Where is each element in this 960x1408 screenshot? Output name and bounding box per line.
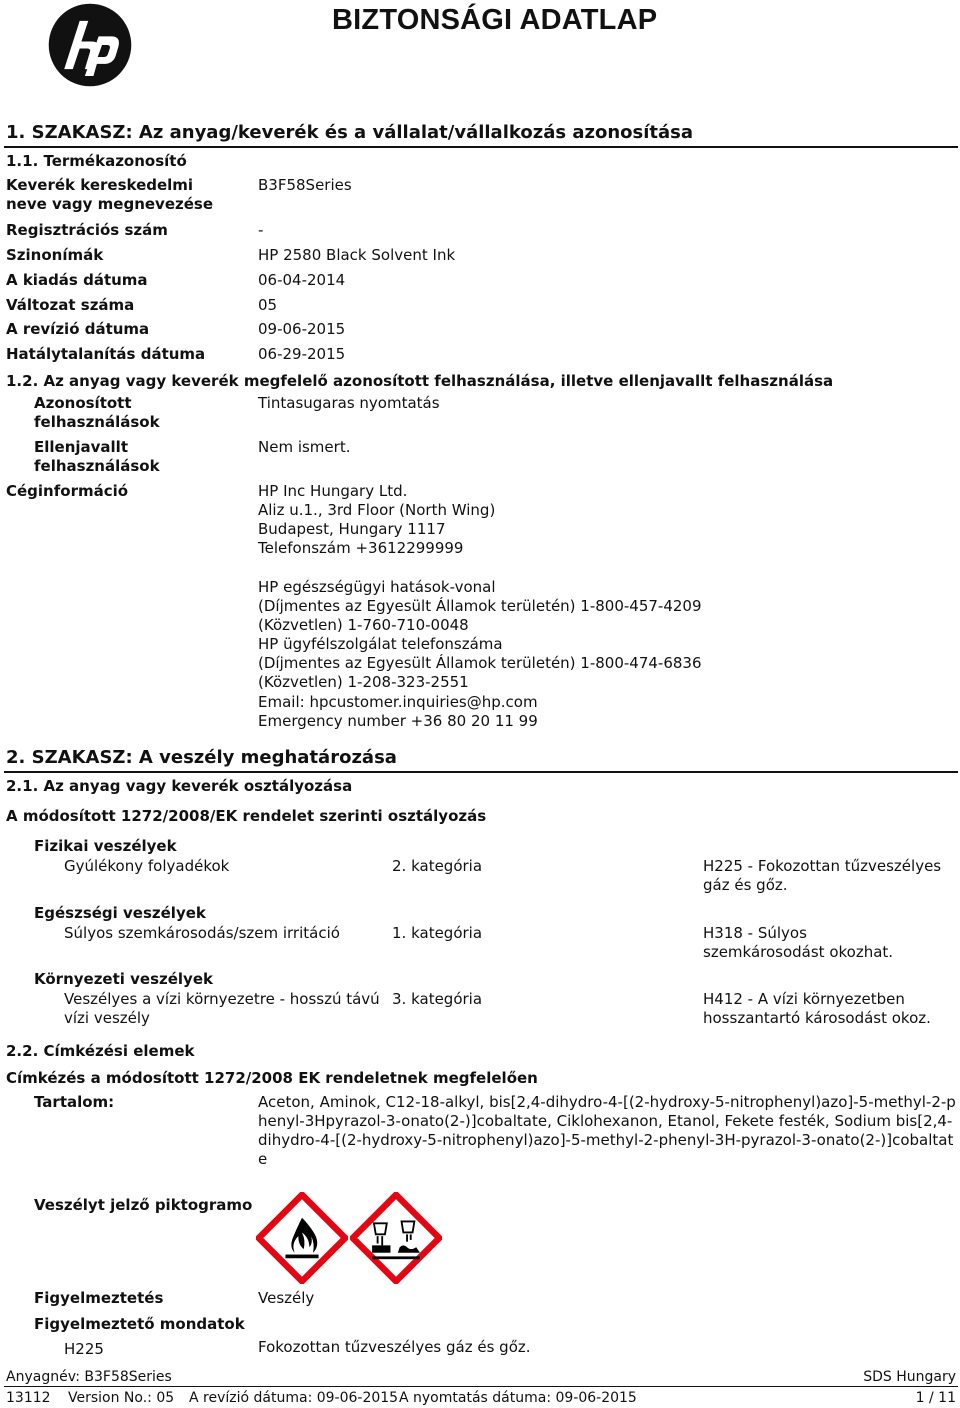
registration-value: - xyxy=(258,221,264,239)
contact-line: (Közvetlen) 1-760-710-0048 xyxy=(258,616,469,634)
footer-print-date: A nyomtatás dátuma: 09-06-2015 xyxy=(399,1390,637,1406)
regulation-title: A módosított 1272/2008/EK rendelet szerinti osztályozás xyxy=(6,807,487,825)
company-line: Telefonszám +3612299999 xyxy=(258,539,464,557)
trade-name-label-line1: Keverék kereskedelmi xyxy=(6,176,194,194)
hazard-statement: H412 - A vízi környezetben hosszantartó károsodást okoz. xyxy=(703,990,931,1027)
footer-rule xyxy=(4,1386,958,1387)
physical-hazards-title: Fizikai veszélyek xyxy=(34,837,177,855)
supersedes-date-label: Hatálytalanítás dátuma xyxy=(6,345,206,363)
hazard-name: Súlyos szemkárosodás/szem irritáció xyxy=(64,924,340,942)
contact-line: (Díjmentes az Egyesült Államok területén) 1-800-474-6836 xyxy=(258,654,702,672)
contact-line: (Közvetlen) 1-208-323-2551 xyxy=(258,673,469,691)
labelling-title: Címkézés a módosított 1272/2008 EK rendeletnek megfelelően xyxy=(6,1069,538,1087)
company-info-label: Céginformáció xyxy=(6,482,129,500)
identified-uses-value: Tintasugaras nyomtatás xyxy=(258,394,440,412)
contra-uses-label-line1: Ellenjavallt xyxy=(34,438,128,456)
contact-line: (Díjmentes az Egyesült Államok területén) 1-800-457-4209 xyxy=(258,597,702,615)
revision-date-value: 09-06-2015 xyxy=(258,320,346,338)
hp-logo-icon xyxy=(47,2,133,88)
company-line: HP Inc Hungary Ltd. xyxy=(258,482,408,500)
contents-label: Tartalom: xyxy=(34,1093,115,1111)
signal-word-value: Veszély xyxy=(258,1289,315,1307)
section1-1-title: 1.1. Termékazonosító xyxy=(6,152,187,170)
issue-date-label: A kiadás dátuma xyxy=(6,271,148,289)
document-title: BIZTONSÁGI ADATLAP xyxy=(332,4,658,36)
hazard-category: 3. kategória xyxy=(392,990,483,1008)
contents-value: Aceton, Aminok, C12-18-alkyl, bis[2,4-dihydro-4-[(2-hydroxy-5-nitrophenyl)azo]-5-methyl-2-phenyl-3Hpyrazol-3-onato(2-)]cobaltate, Ciklohexanon, Etanol, Fekete festék, Sodium bis[2,4-dihydro-4-[(2-hydroxy-5-nitrophenyl)azo]-5-methyl-2-phenyl-3H-pyrazol-3-onato(2-)]cobaltate xyxy=(258,1093,956,1168)
trade-name-value: B3F58Series xyxy=(258,176,352,194)
footer-revision: A revízió dátuma: 09-06-2015 xyxy=(189,1390,399,1406)
section2-2-title: 2.2. Címkézési elemek xyxy=(6,1042,195,1060)
company-line: Budapest, Hungary 1117 xyxy=(258,520,446,538)
section2-1-title: 2.1. Az anyag vagy keverék osztályozása xyxy=(6,777,353,795)
health-hazards-title: Egészségi veszélyek xyxy=(34,904,206,922)
synonyms-value: HP 2580 Black Solvent Ink xyxy=(258,246,456,264)
hazard-category: 1. kategória xyxy=(392,924,483,942)
hazard-statements-label: Figyelmeztető mondatok xyxy=(34,1315,245,1333)
corrosion-pictogram-icon xyxy=(350,1192,442,1284)
pictogram-label: Veszélyt jelző piktogramo xyxy=(34,1196,253,1214)
synonyms-label: Szinonímák xyxy=(6,246,104,264)
company-line: Aliz u.1., 3rd Floor (North Wing) xyxy=(258,501,496,519)
version-label: Változat száma xyxy=(6,296,135,314)
h-text: Fokozottan tűzveszélyes gáz és gőz. xyxy=(258,1338,531,1356)
registration-label: Regisztrációs szám xyxy=(6,221,168,239)
footer-page: 1 / 11 xyxy=(915,1390,956,1406)
h-code: H225 xyxy=(64,1340,104,1358)
footer-code: 13112 xyxy=(6,1390,51,1406)
contact-line: HP ügyfélszolgálat telefonszáma xyxy=(258,635,503,653)
contact-line: HP egészségügyi hatások-vonal xyxy=(258,578,496,596)
flame-pictogram-icon xyxy=(256,1192,348,1284)
contra-uses-label-line2: felhasználások xyxy=(34,457,160,475)
hazard-statement: H318 - Súlyos szemkárosodást okozhat. xyxy=(703,924,894,961)
footer-sds: SDS Hungary xyxy=(863,1369,956,1385)
identified-uses-label-line2: felhasználások xyxy=(34,413,160,431)
section1-title: 1. SZAKASZ: Az anyag/keverék és a vállalat/vállalkozás azonosítása xyxy=(6,122,693,143)
version-value: 05 xyxy=(258,296,278,314)
hazard-name: Gyúlékony folyadékok xyxy=(64,857,230,875)
hazard-category: 2. kategória xyxy=(392,857,483,875)
section1-2-title: 1.2. Az anyag vagy keverék megfelelő azonosított felhasználása, illetve ellenjavallt felhasználása xyxy=(6,372,834,390)
revision-date-label: A revízió dátuma xyxy=(6,320,150,338)
issue-date-value: 06-04-2014 xyxy=(258,271,346,289)
emergency-number: Emergency number +36 80 20 11 99 xyxy=(258,712,538,730)
environmental-hazards-title: Környezeti veszélyek xyxy=(34,970,213,988)
contact-email: Email: hpcustomer.inquiries@hp.com xyxy=(258,693,538,711)
hazard-name: Veszélyes a vízi környezetre - hosszú távú vízi veszély xyxy=(64,990,380,1027)
section2-rule xyxy=(4,771,958,773)
section1-rule xyxy=(4,146,958,148)
trade-name-label-line2: neve vagy megnevezése xyxy=(6,195,214,213)
identified-uses-label-line1: Azonosított xyxy=(34,394,132,412)
supersedes-date-value: 06-29-2015 xyxy=(258,345,346,363)
footer-product: Anyagnév: B3F58Series xyxy=(6,1369,172,1385)
hazard-statement: H225 - Fokozottan tűzveszélyes gáz és gőz. xyxy=(703,857,942,894)
section2-title: 2. SZAKASZ: A veszély meghatározása xyxy=(6,747,397,768)
contra-uses-value: Nem ismert. xyxy=(258,438,351,456)
footer-version: Version No.: 05 xyxy=(68,1390,175,1406)
signal-word-label: Figyelmeztetés xyxy=(34,1289,164,1307)
